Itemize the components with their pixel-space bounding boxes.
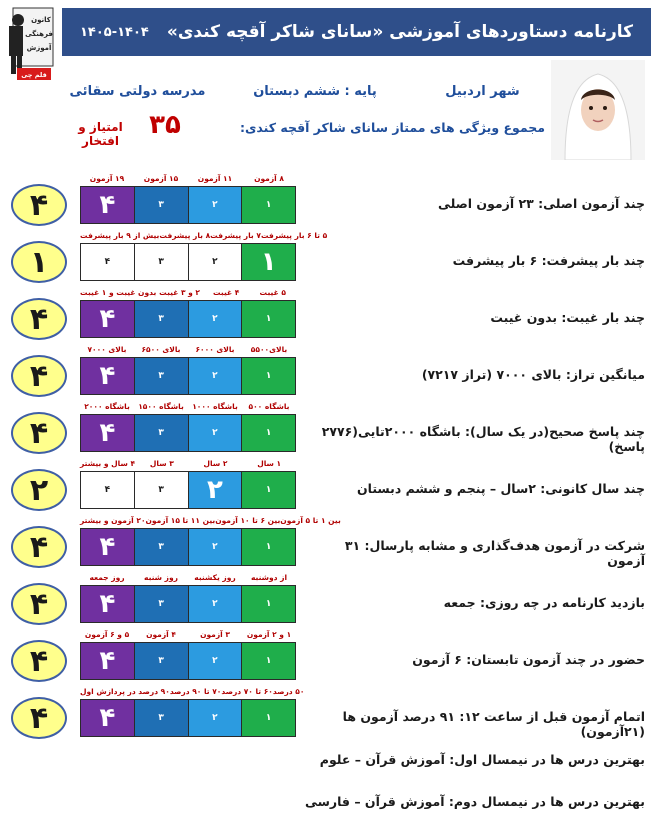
level-cell: ۲	[188, 358, 242, 394]
threshold-label: باشگاه ۲۰۰۰	[84, 402, 130, 411]
threshold-label: ۱ سال	[257, 459, 282, 468]
level-cell: ۳	[134, 187, 188, 223]
row-score-circle: ۴	[11, 526, 67, 568]
threshold-label: ۹۰ درصد در پردازش اول	[80, 687, 170, 696]
level-cell: ۴	[81, 187, 134, 223]
level-cell: ۳	[134, 643, 188, 679]
row-thresholds	[80, 231, 328, 240]
threshold-label: بالای ۷۰۰۰	[87, 345, 127, 354]
threshold-label: از دوشنبه	[250, 573, 288, 582]
score-label: امتیاز و افتخار	[78, 120, 123, 148]
threshold-label: ۸ بار پیشرفت	[159, 231, 211, 240]
level-cell: ۳	[134, 301, 188, 337]
level-bar	[80, 243, 296, 281]
threshold-label: ۷۰ تا ۹۰ درصد	[169, 687, 222, 696]
row-score-circle: ۴	[11, 640, 67, 682]
row-question: اتمام آزمون قبل از ساعت ۱۲: ۹۱ درصد آزمون ها (۲۱آزمون)	[342, 709, 645, 739]
level-cell: ۱	[241, 643, 295, 679]
level-cell: ۱	[241, 415, 295, 451]
level-cell: ۲	[188, 244, 242, 280]
level-cell: ۲	[188, 700, 242, 736]
threshold-label: ۷ بار پیشرفت	[210, 231, 261, 240]
level-bar	[80, 471, 296, 509]
level-cell: ۳	[134, 472, 188, 508]
row-thresholds	[80, 402, 296, 411]
row-thresholds	[80, 345, 296, 354]
threshold-label: ۳ آزمون	[200, 630, 230, 639]
level-cell: ۴	[81, 415, 134, 451]
level-cell: ۱	[241, 586, 295, 622]
logo-text-3: آموزش	[26, 44, 52, 52]
row-thresholds	[80, 573, 296, 582]
student-photo	[551, 60, 645, 160]
level-cell: ۳	[134, 586, 188, 622]
report-year: ۱۴۰۵-۱۴۰۴	[79, 24, 149, 40]
student-grade: پایه : ششم دبستان	[253, 84, 377, 99]
level-cell: ۱	[241, 301, 295, 337]
threshold-label: ۶۰ تا ۷۰ درصد	[221, 687, 273, 696]
logo-text-2: فرهنگی	[25, 30, 53, 38]
row-question: چند آزمون اصلی: ۲۳ آزمون اصلی	[437, 196, 645, 211]
threshold-label: بالای ۶۵۰۰	[141, 345, 181, 354]
threshold-label: باشگاه ۱۵۰۰	[138, 402, 184, 411]
level-bar	[80, 585, 296, 623]
report-header	[62, 8, 651, 56]
threshold-label: بین ۶ تا ۱۰ آزمون	[215, 516, 281, 525]
threshold-label: بدون غیبت و ۱ غیبت	[80, 288, 157, 297]
report-title: کارنامه دستاوردهای آموزشی «سانای شاکر آقچه کندی»	[166, 22, 634, 42]
level-cell: ۳	[134, 529, 188, 565]
threshold-label: ۳ سال	[149, 459, 174, 468]
level-cell: ۱	[241, 472, 295, 508]
level-bar	[80, 699, 296, 737]
row-question: چند بار پیشرفت: ۶ بار پیشرفت	[452, 253, 645, 268]
threshold-label: روز جمعه	[89, 573, 125, 582]
row-thresholds	[80, 687, 305, 696]
level-cell: ۴	[81, 301, 134, 337]
row-score-circle: ۲	[11, 469, 67, 511]
best-courses-first-half: بهترین درس ها در نیمسال اول: آموزش قرآن – علوم	[319, 752, 645, 767]
row-question: میانگین تراز: بالای ۷۰۰۰ (تراز ۷۲۱۷)	[421, 367, 645, 382]
threshold-label: روز یکشنبه	[194, 573, 236, 582]
level-cell: ۳	[134, 700, 188, 736]
threshold-label: ۸ آزمون	[254, 174, 284, 183]
row-question: حضور در چند آزمون تابستان: ۶ آزمون	[412, 652, 645, 667]
row-score-circle: ۴	[11, 583, 67, 625]
row-score-circle: ۴	[11, 355, 67, 397]
threshold-label: ۱ و ۲ آزمون	[246, 630, 292, 639]
row-score-circle: ۴	[11, 412, 67, 454]
level-cell: ۱	[241, 358, 295, 394]
threshold-label: ۴ غیبت	[212, 288, 240, 297]
row-question: چند بار غیبت: بدون غیبت	[490, 310, 645, 325]
level-cell: ۴	[81, 529, 134, 565]
level-bar	[80, 186, 296, 224]
level-cell: ۳	[134, 415, 188, 451]
threshold-label: بالای ۶۰۰۰	[195, 345, 235, 354]
threshold-label: بیش از ۹ بار پیشرفت	[80, 231, 160, 240]
level-cell: ۲	[188, 415, 242, 451]
threshold-label: ۴ سال و بیشتر	[80, 459, 136, 468]
threshold-label: ۵ و ۶ آزمون	[84, 630, 130, 639]
logo-text-1: کانون	[31, 16, 51, 24]
best-courses-second-half: بهترین درس ها در نیمسال دوم: آموزش قرآن – فارسی	[304, 794, 645, 809]
level-cell: ۲	[188, 472, 242, 508]
level-cell: ۴	[81, 244, 134, 280]
level-cell: ۲	[188, 586, 242, 622]
level-bar	[80, 300, 296, 338]
threshold-label: بین ۱۱ تا ۱۵ آزمون	[145, 516, 216, 525]
logo-badge: قلم چی	[21, 71, 47, 79]
level-bar	[80, 528, 296, 566]
row-question: بازدید کارنامه در چه روزی: جمعه	[443, 595, 645, 610]
row-thresholds	[80, 288, 296, 297]
level-cell: ۴	[81, 358, 134, 394]
threshold-label: ۲۰ آزمون و بیشتر	[80, 516, 146, 525]
logo-graphic	[3, 6, 59, 84]
level-cell: ۱	[241, 244, 295, 280]
level-cell: ۲	[188, 187, 242, 223]
level-cell: ۴	[81, 472, 134, 508]
threshold-label: باشگاه ۵۰۰	[248, 402, 290, 411]
threshold-label: ۲ سال	[203, 459, 228, 468]
level-bar	[80, 414, 296, 452]
threshold-label: ۵ غیبت	[259, 288, 286, 297]
level-cell: ۳	[134, 358, 188, 394]
threshold-label: ۵۰ درصد	[272, 687, 305, 696]
level-cell: ۲	[188, 529, 242, 565]
threshold-label: ۱۹ آزمون	[89, 174, 125, 183]
level-cell: ۲	[188, 301, 242, 337]
row-score-circle: ۴	[11, 184, 67, 226]
level-cell: ۲	[188, 643, 242, 679]
threshold-label: بالای۵۵۰۰	[250, 345, 288, 354]
level-cell: ۱	[241, 529, 295, 565]
level-bar	[80, 357, 296, 395]
row-thresholds	[80, 459, 296, 468]
row-thresholds	[80, 174, 296, 183]
threshold-label: باشگاه ۱۰۰۰	[192, 402, 238, 411]
level-cell: ۳	[134, 244, 188, 280]
threshold-label: روز شنبه	[144, 573, 178, 582]
level-cell: ۴	[81, 586, 134, 622]
threshold-label: ۵ تا ۶ بار پیشرفت	[260, 231, 328, 240]
row-thresholds	[80, 516, 341, 525]
features-label: مجموع ویژگی های ممتاز سانای شاکر آقچه کندی:	[239, 120, 545, 135]
level-cell: ۴	[81, 700, 134, 736]
row-thresholds	[80, 630, 296, 639]
threshold-label: ۱۱ آزمون	[197, 174, 233, 183]
threshold-label: ۴ آزمون	[146, 630, 176, 639]
threshold-label: بین ۱ تا ۵ آزمون	[280, 516, 341, 525]
level-cell: ۴	[81, 643, 134, 679]
kanoon-logo	[3, 6, 59, 84]
student-school: مدرسه دولتی سقائی	[69, 84, 206, 99]
row-score-circle: ۱	[11, 241, 67, 283]
threshold-label: ۲ و ۳ غیبت	[159, 288, 200, 297]
threshold-label: ۱۵ آزمون	[143, 174, 179, 183]
level-bar	[80, 642, 296, 680]
level-cell: ۱	[241, 187, 295, 223]
row-question: چند سال کانونی: ۲سال – پنجم و ششم دبستان	[356, 481, 645, 496]
level-cell: ۱	[241, 700, 295, 736]
row-question: شرکت در آزمون هدف‌گذاری و مشابه پارسال: ۳۱ آزمون	[344, 538, 645, 568]
row-score-circle: ۴	[11, 697, 67, 739]
student-city: شهر اردبیل	[445, 84, 520, 99]
total-score: ۳۵	[149, 110, 181, 140]
row-score-circle: ۴	[11, 298, 67, 340]
row-question: چند پاسخ صحیح(در یک سال): باشگاه ۲۰۰۰تایی(۲۷۷۶ پاسخ)	[321, 424, 645, 454]
